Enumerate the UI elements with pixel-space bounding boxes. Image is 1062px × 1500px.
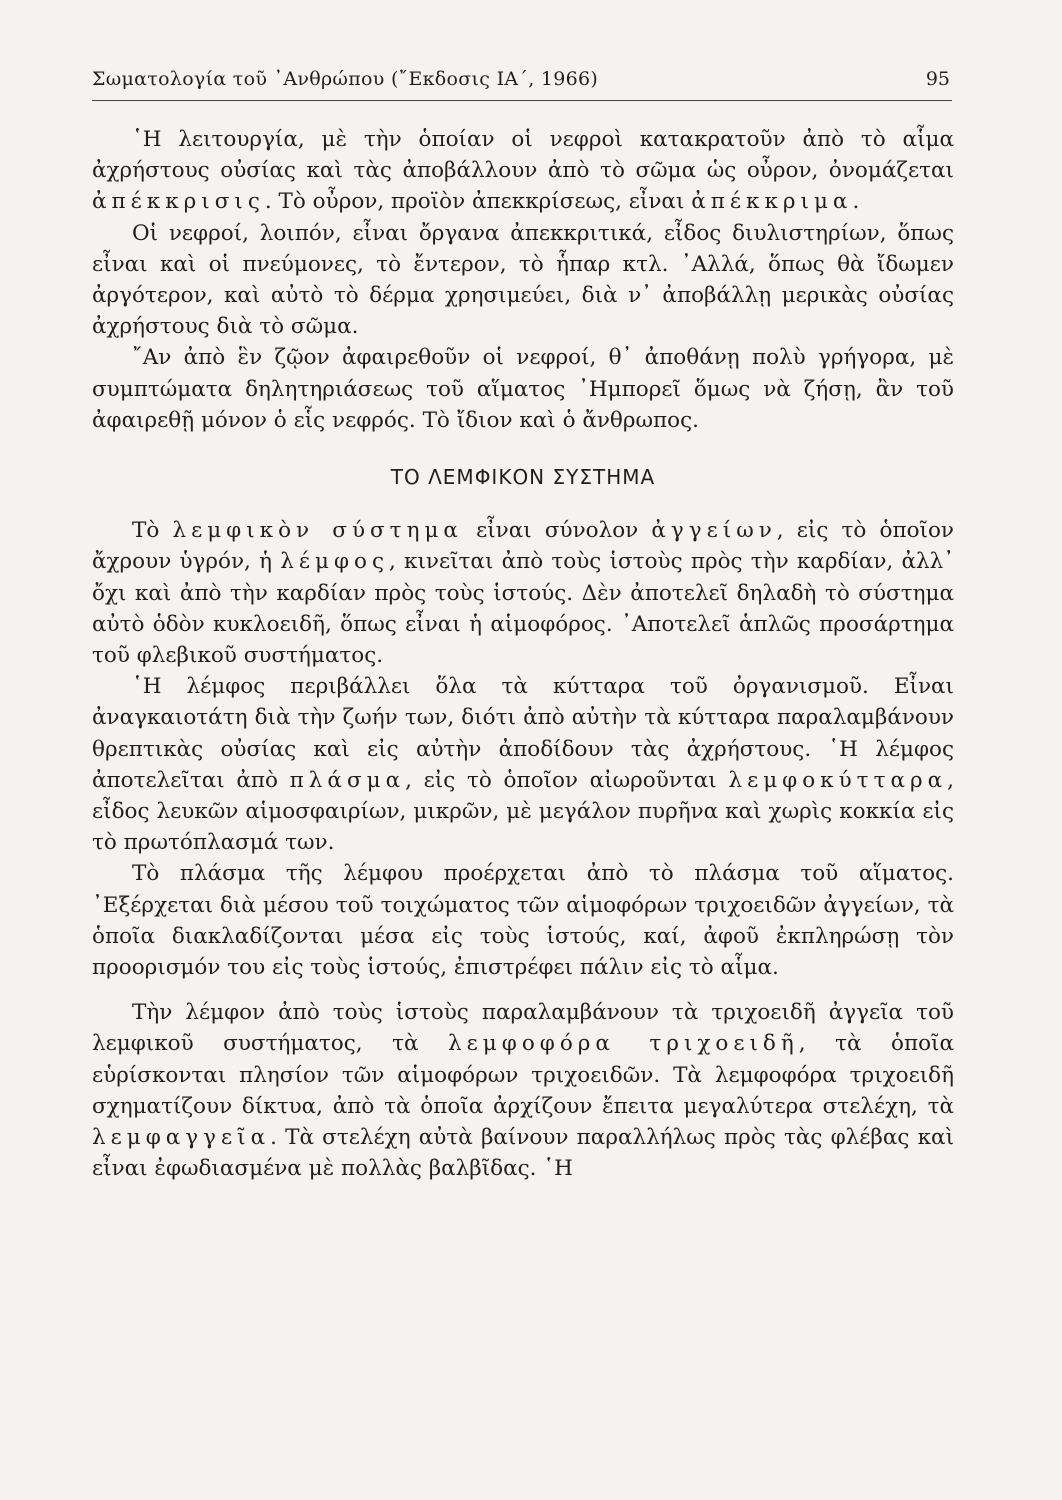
paragraph-kidneys-organs: Οἱ νεφροί, λοιπόν, εἶναι ὄργανα ἀπεκκριτικά, εἶδος διυλιστηρίων, ὅπως εἶναι καὶ οἱ πνεύμονες, τὸ ἔντερον, τὸ ἧπαρ κτλ. ᾿Αλλά, ὅπως θὰ ἴδωμεν ἀργότερον, καὶ αὐτὸ τὸ δέρμα χρησιμεύει, διὰ ν᾿ ἀποβάλλῃ μερικὰς οὐσίας ἀχρήστους διὰ τὸ σῶμα. [92, 220, 954, 340]
spaced-term: πλάσμα [289, 767, 406, 793]
spaced-term: ἀπέκκριμα [691, 189, 853, 215]
spaced-term: λεμφοφόρα τριχοειδῆ [448, 1031, 799, 1057]
spaced-term: ἀγγείων [651, 518, 777, 544]
spaced-term: λέμφος [280, 549, 389, 575]
page-number: 95 [925, 68, 950, 90]
paragraph-lymph-vessels: Τὴν λέμφον ἀπὸ τοὺς ἱστοὺς παραλαμβάνουν τὰ τριχοειδῆ ἀγγεῖα τοῦ λεμφικοῦ συστήματος, τὰ λεμφοφόρα τριχοειδῆ, τὰ ὁποῖα εὑρίσκονται πλησίον τῶν αἱμοφόρων τριχοειδῶν. Τὰ λεμφοφόρα τριχοειδῆ σχηματίζουν δίκτυα, ἀπὸ τὰ ὁποῖα ἀρχίζουν ἔπειτα μεγαλύτερα στελέχη, τὰ λεμφαγγεῖα. Τὰ στελέχη αὐτὰ βαίνουν παραλλήλως πρὸς τὰς φλέβας καὶ εἶναι ἐφωδιασμένα μὲ πολλὰς βαλβῖδας. ῾Η [92, 1000, 954, 1182]
paragraph-lymphatic-system: Τὸ λεμφικὸν σύστημα εἶναι σύνολον ἀγγείων, εἰς τὸ ὁποῖον ἄχρουν ὑγρόν, ἡ λέμφος, κινεῖται ἀπὸ τοὺς ἱστοὺς πρὸς τὴν καρδίαν, ἀλλ᾿ ὄχι καὶ ἀπὸ τὴν καρδίαν πρὸς τοὺς ἱστούς. Δὲν ἀποτελεῖ δηλαδὴ τὸ σύστημα αὐτὸ ὁδὸν κυκλοειδῆ, ὅπως εἶναι ἡ αἱμοφόρος. ᾿Αποτελεῖ ἁπλῶς προσάρτημα τοῦ φλεβικοῦ συστήματος. [92, 518, 954, 669]
paragraph-apekkrisis: ῾Η λειτουργία, μὲ τὴν ὁποίαν οἱ νεφροὶ κατακρατοῦν ἀπὸ τὸ αἷμα ἀχρήστους οὐσίας καὶ τὰς ἀποβάλλουν ἀπὸ τὸ σῶμα ὡς οὖρον, ὀνομάζεται ἀπέκκρισις. Τὸ οὖρον, προϊὸν ἀπεκκρίσεως, εἶναι ἀπέκκριμα. [92, 127, 954, 215]
spaced-term: λεμφαγγεῖα [92, 1125, 271, 1151]
paragraph-lymph-plasma: Τὸ πλάσμα τῆς λέμφου προέρχεται ἀπὸ τὸ πλάσμα τοῦ αἵματος. ᾿Εξέρχεται διὰ μέσου τοῦ τοιχώματος τῶν αἱμοφόρων τριχοειδῶν ἀγγείων, τὰ ὁποῖα διακλαδίζονται μέσα εἰς τοὺς ἱστούς, καί, ἀφοῦ ἐκπληρώσῃ τὸν προορισμόν του εἰς τοὺς ἱστούς, ἐπιστρέφει πάλιν εἰς τὸ αἷμα. [92, 861, 954, 981]
spaced-term: λεμφικὸν σύστημα [172, 518, 463, 544]
running-title: Σωματολογία τοῦ ᾿Ανθρώπου (῎Εκδοσις ΙΑ΄, 1966) [92, 68, 599, 90]
spaced-term: λεμφοκύτταρα [728, 767, 948, 793]
paragraph-kidney-removal: ῎Αν ἀπὸ ἓν ζῷον ἀφαιρεθοῦν οἱ νεφροί, θ᾿ ἀποθάνῃ πολὺ γρήγορα, μὲ συμπτώματα δηλητηριάσεως τοῦ αἵματος ᾿Ημπορεῖ ὅμως νὰ ζήσῃ, ἂν τοῦ ἀφαιρεθῇ μόνον ὁ εἷς νεφρός. Τὸ ἴδιον καὶ ὁ ἄνθρωπος. [92, 345, 954, 433]
spaced-term: ἀπέκκρισις [92, 189, 265, 215]
section-heading: ΤΟ ΛΕΜΦΙΚΟΝ ΣΥΣΤΗΜΑ [390, 465, 656, 490]
body-text [92, 124, 954, 1185]
paragraph-lymph: ῾Η λέμφος περιβάλλει ὅλα τὰ κύτταρα τοῦ ὀργανισμοῦ. Εἶναι ἀναγκαιοτάτη διὰ τὴν ζωήν των, διότι ἀπὸ αὐτὴν τὰ κύτταρα παραλαμβάνουν θρεπτικὰς οὐσίας καὶ εἰς αὐτὴν ἀποδίδουν τὰς ἀχρήστους. ῾Η λέμφος ἀποτελεῖται ἀπὸ πλάσμα, εἰς τὸ ὁποῖον αἰωροῦνται λεμφοκύτταρα, εἶδος λευκῶν αἱμοσφαιρίων, μικρῶν, μὲ μεγάλον πυρῆνα καὶ χωρὶς κοκκία εἰς τὸ πρωτόπλασμά των. [92, 674, 954, 856]
page-header [92, 66, 952, 101]
